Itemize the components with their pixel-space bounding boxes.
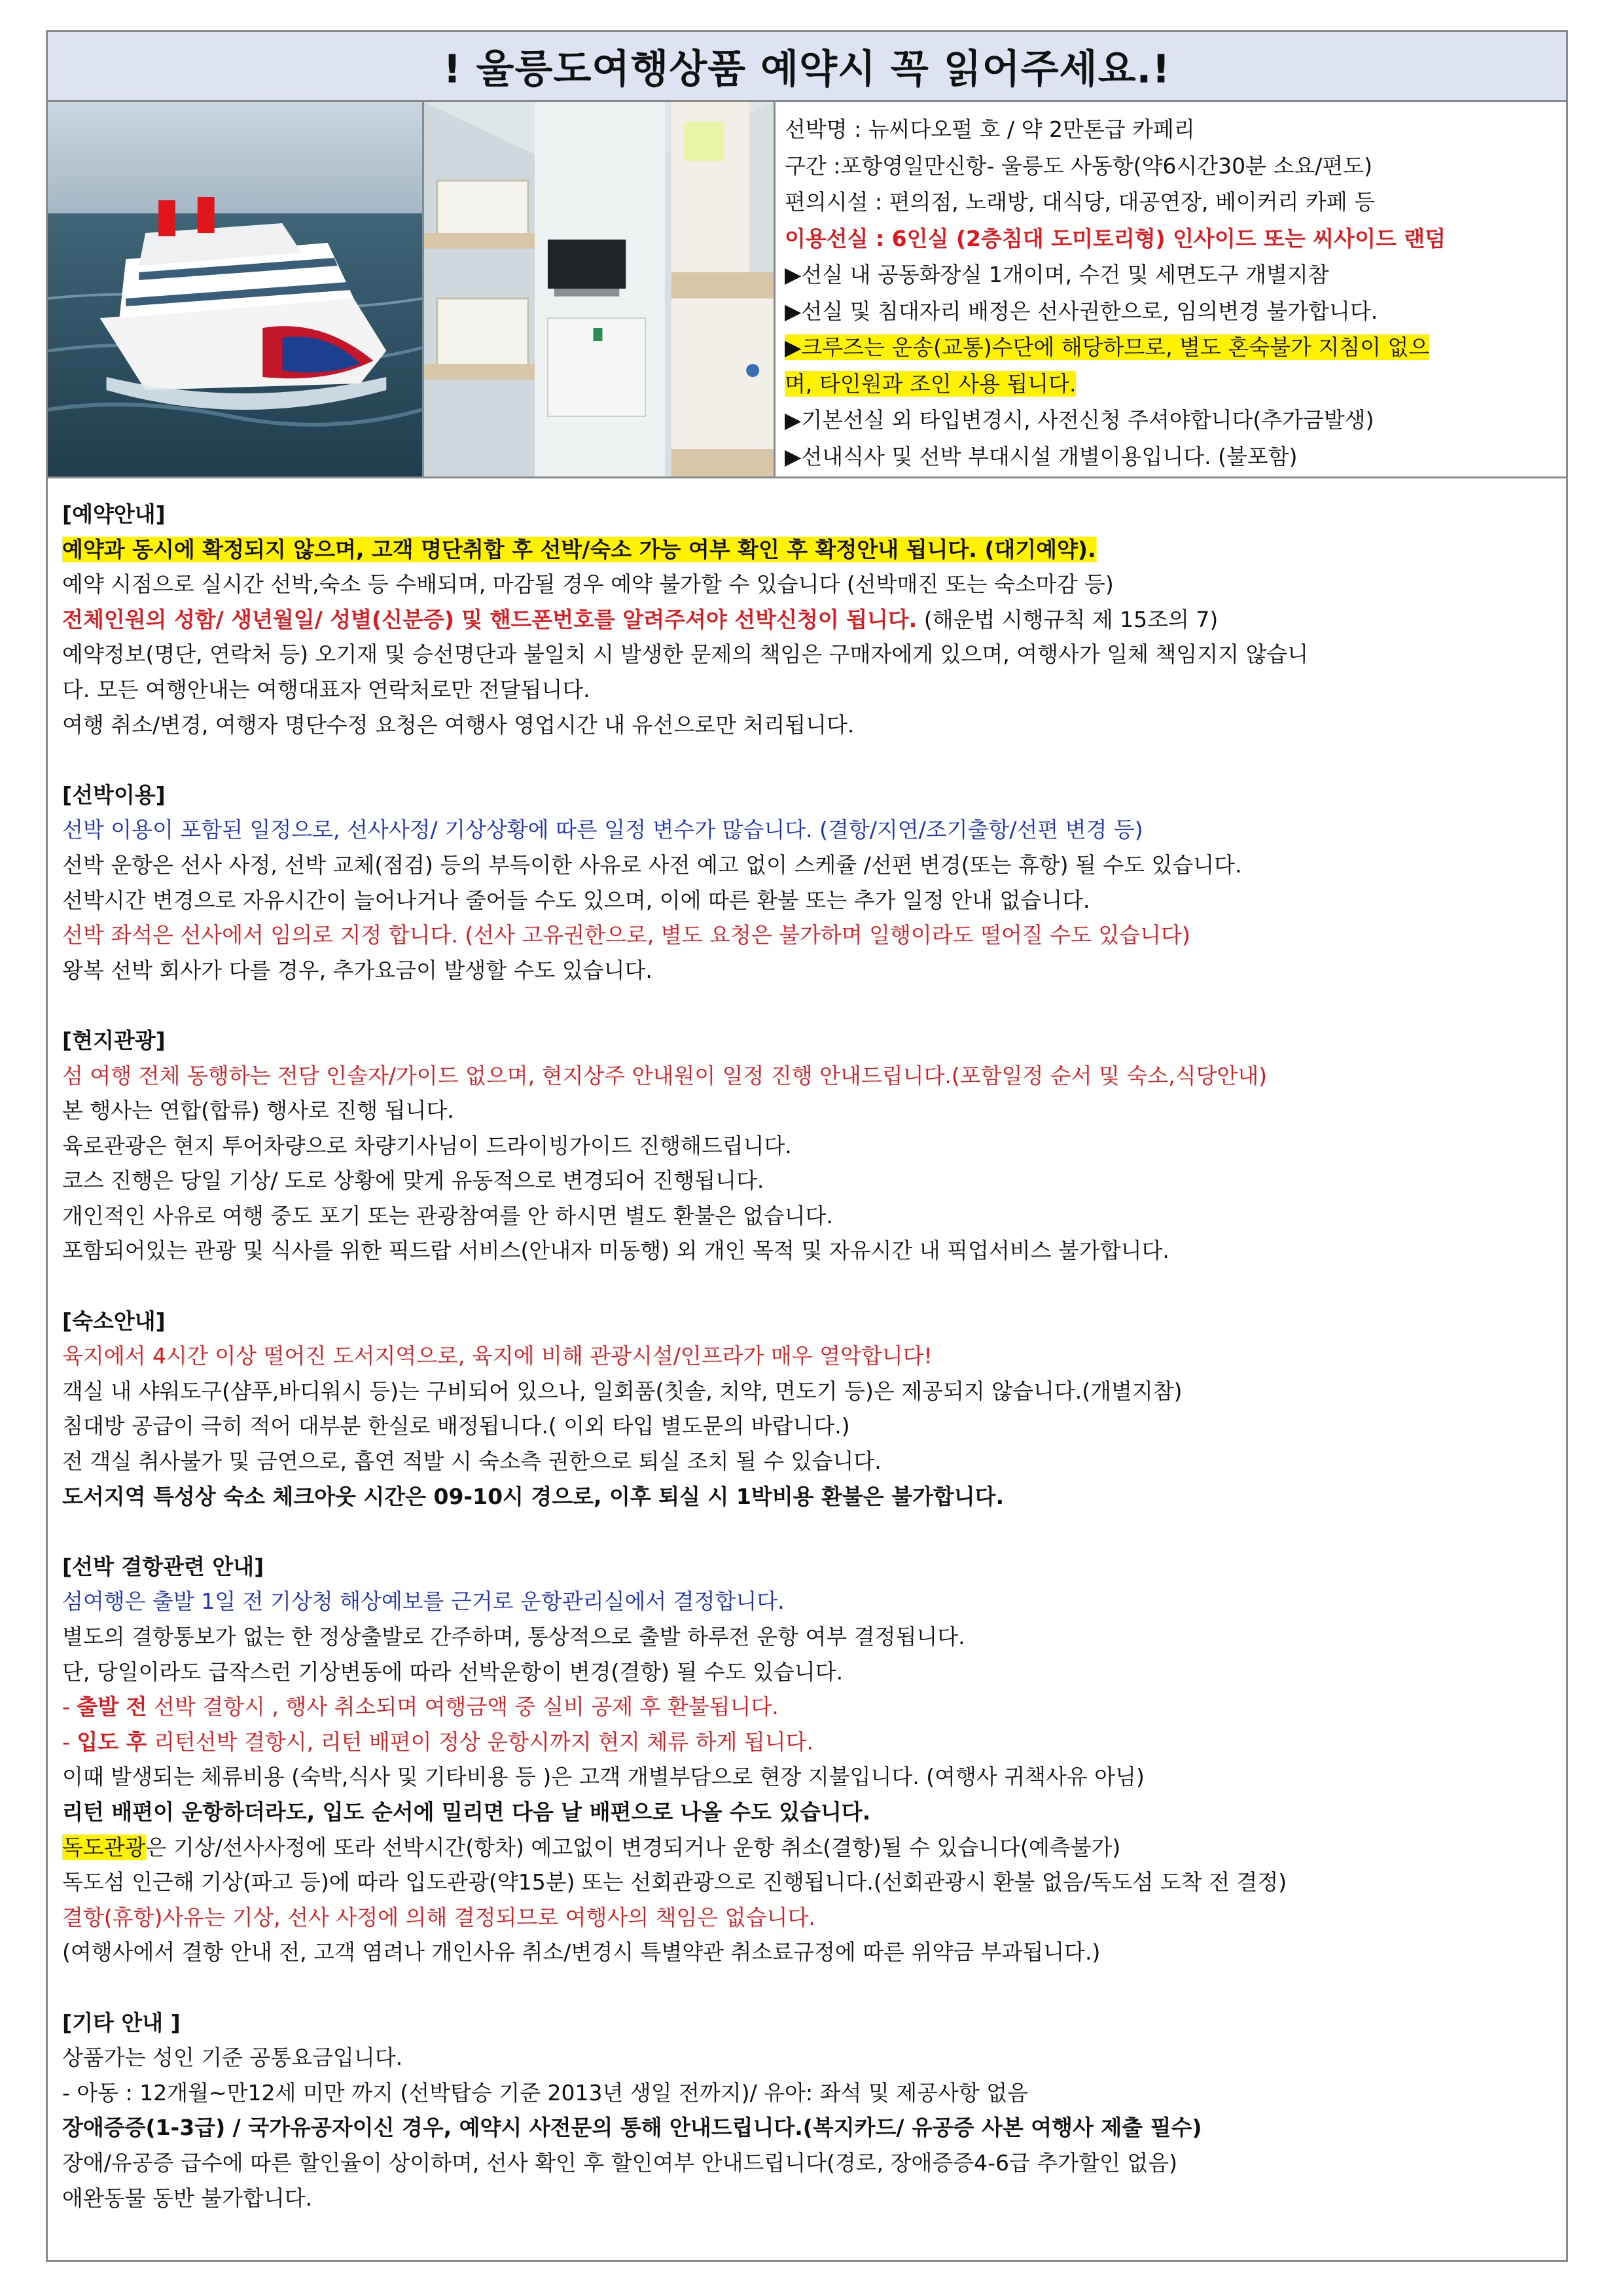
notice-line: 육로관광은 현지 투어차량으로 차량기사님이 드라이빙가이드 진행해드립니다. (62, 1132, 792, 1158)
notice-line: 장애/유공증 급수에 따른 할인율이 상이하며, 선사 확인 후 할인여부 안내드립니다(경로, 장애증증4-6급 추가할인 없음) (62, 2149, 1178, 2176)
route: 구간 :포항영일만신항- 울릉도 사동항(약6시간30분 소요/편도) (785, 152, 1373, 179)
notice-line-lead: - (62, 1694, 77, 1720)
notice-line: 결항(휴항)사유는 기상, 선사 사정에 의해 결정되므로 여행사의 책임은 없습니다. (62, 1904, 815, 1930)
cabin-type: 이용선실 : 6인실 (2층침대 도미토리형) 인사이드 또는 씨사이드 랜덤 (785, 225, 1446, 251)
ship-name: 선박명 : 뉴씨다오펄 호 / 약 2만톤급 카페리 (785, 117, 1195, 142)
cabin-note-3: ▶크루즈는 운송(교통)수단에 해당하므로, 별도 혼숙불가 지침이 없으 (785, 334, 1430, 360)
notice-line: 다. 모든 여행안내는 여행대표자 연락처로만 전달됩니다. (62, 676, 590, 702)
notice-line: 이때 발생되는 체류비용 (숙박,식사 및 기타비용 등 )은 고객 개별부담으로 현장 지불입니다. (여행사 귀책사유 아님) (62, 1764, 1145, 1790)
section-heading: [기타 안내 ] (62, 2009, 181, 2036)
notice-line: 본 행사는 연합(합류) 행사로 진행 됩니다. (62, 1098, 454, 1124)
notice-body (48, 478, 1566, 2215)
notice-line-lead: - (62, 1729, 77, 1755)
notice-line: 객실 내 샤워도구(샴푸,바디워시 등)는 구비되어 있으나, 일회품(칫솔, 치약, 면도기 등)은 제공되지 않습니다.(개별지참) (62, 1378, 1183, 1404)
notice-line: 도서지역 특성상 숙소 체크아웃 시간은 09-10시 경으로, 이후 퇴실 시 1박비용 환불은 불가합니다. (62, 1483, 1005, 1509)
ship-info-text (776, 102, 1566, 476)
notice-line: 왕복 선박 회사가 다를 경우, 추가요금이 발생할 수도 있습니다. (62, 957, 652, 983)
ship-info-panel (48, 102, 1566, 478)
notice-line: 단, 당일이라도 급작스런 기상변동에 따라 선박운항이 변경(결항) 될 수도 있습니다. (62, 1659, 844, 1685)
notice-line-lead: 독도관광 (62, 1834, 146, 1860)
notice-line: 개인적인 사유로 여행 중도 포기 또는 관광참여를 안 하시면 별도 환불은 없습니다. (62, 1202, 833, 1229)
notice-line: 별도의 결항통보가 없는 한 정상출발로 간주하며, 통상적으로 출발 하루전 운항 여부 결정됩니다. (62, 1624, 965, 1649)
notice-line-tail: (해운법 시행규칙 제 15조의 7) (917, 606, 1219, 632)
notice-line: 상품가는 성인 기준 공통요금입니다. (62, 2045, 403, 2071)
section-heading: [예약안내] (62, 501, 166, 527)
page-title: ! 울릉도여행상품 예약시 꼭 읽어주세요.! (48, 32, 1566, 102)
notice-line: 침대방 공급이 극히 적어 대부분 한실로 배정됩니다.( 이외 타입 별도문의 바랍니다.) (62, 1413, 850, 1439)
notice-line-bold: 입도 후 (77, 1729, 147, 1755)
notice-line: 섬여행은 출발 1일 전 기상청 해상예보를 근거로 운항관리실에서 결정합니다. (62, 1588, 785, 1615)
notice-line: 전 객실 취사불가 및 금연으로, 흡연 적발 시 숙소측 권한으로 퇴실 조치 될 수 있습니다. (62, 1448, 882, 1475)
notice-line: 예약 시점으로 실시간 선박,숙소 등 수배되며, 마감될 경우 예약 불가할 수 있습니다 (선박매진 또는 숙소마감 등) (62, 571, 1114, 598)
notice-line: - 아동 : 12개월~만12세 미만 까지 (선박탑승 기준 2013년 생일 전까지)/ 유아: 좌석 및 제공사항 없음 (62, 2079, 1028, 2106)
cabin-photo (424, 102, 776, 476)
notice-line: 선박시간 변경으로 자유시간이 늘어나거나 줄어들 수도 있으며, 이에 따른 환불 또는 추가 일정 안내 없습니다. (62, 887, 1090, 913)
notice-line: 포함되어있는 관광 및 식사를 위한 픽드랍 서비스(안내자 미동행) 외 개인 목적 및 자유시간 내 픽업서비스 불가합니다. (62, 1238, 1169, 1264)
cabin-note-1: ▶선실 내 공동화장실 1개이며, 수건 및 세면도구 개별지참 (785, 262, 1329, 287)
notice-line: 선박 좌석은 선사에서 임의로 지정 합니다. (62, 922, 458, 948)
notice-line-tail: (선사 고유권한으로, 별도 요청은 불가하며 일행이라도 떨어질 수도 있습니다) (457, 922, 1190, 948)
notice-line: 선박 이용이 포함된 일정으로, 선사사정/ 기상상황에 따른 일정 변수가 많습니다. (결항/지연/조기출항/선편 변경 등) (62, 817, 1143, 843)
facilities: 편의시설 : 편의점, 노래방, 대식당, 대공연장, 베이커리 카페 등 (785, 189, 1376, 215)
notice-line-rest: 리턴선박 결항시, 리턴 배편이 정상 운항시까지 현지 체류 하게 됩니다. (147, 1729, 813, 1755)
notice-line-tail: 은 기상/선사사정에 또라 선박시간(항차) 예고없이 변경되거나 운항 취소(결항)될 수 있습니다(예측불가) (145, 1834, 1121, 1860)
notice-line: 리턴 배편이 운항하더라도, 입도 순서에 밀리면 다음 날 배편으로 나올 수도 있습니다. (62, 1799, 871, 1825)
section-heading: [선박이용] (62, 781, 166, 808)
notice-line-bold: 출발 전 (77, 1694, 147, 1720)
notice-line: 전체인원의 성함/ 생년월일/ 성별(신분증) 및 핸드폰번호를 알려주셔야 선박신청이 됩니다. (62, 606, 918, 632)
notice-line: (여행사에서 결항 안내 전, 고객 염려나 개인사유 취소/변경시 특별약관 취소료규정에 따른 위약금 부과됩니다.) (62, 1939, 1101, 1965)
notice-line: 육지에서 4시간 이상 떨어진 도서지역으로, 육지에 비해 관광시설/인프라가 매우 열악합니다! (62, 1343, 933, 1369)
notice-line: 코스 진행은 당일 기상/ 도로 상황에 맞게 유동적으로 변경되어 진행됩니다. (62, 1168, 764, 1194)
ship-photo (48, 102, 424, 476)
notice-line: 예약정보(명단, 연락처 등) 오기재 및 승선명단과 불일치 시 발생한 문제의 책임은 구매자에게 있으며, 여행사가 일체 책임지지 않습니 (62, 641, 1309, 668)
notice-line: 섬 여행 전체 동행하는 전담 인솔자/가이드 없으며, 현지상주 안내원이 일정 진행 안내드립니다.(포함일정 순서 및 숙소,식당안내) (62, 1062, 1267, 1088)
notice-line: 독도섬 인근해 기상(파고 등)에 따라 입도관광(약15분) 또는 선회관광으로 진행됩니다.(선회관광시 환불 없음/독도섬 도착 전 결정) (62, 1869, 1287, 1895)
cabin-note-4: ▶기본선실 외 타입변경시, 사전신청 주셔야합니다(추가금발생) (785, 407, 1374, 433)
notice-line: 장애증증(1-3급) / 국가유공자이신 경우, 예약시 사전문의 통해 안내드립니다.(복지카드/ 유공증 사본 여행사 제출 필수) (62, 2115, 1202, 2141)
notice-line-rest: 선박 결항시 , 행사 취소되며 여행금액 중 실비 공제 후 환불됩니다. (147, 1694, 779, 1720)
notice-line: 선박 운항은 선사 사정, 선박 교체(점검) 등의 부득이한 사유로 사전 예고 없이 스케쥴 /선편 변경(또는 휴항) 될 수도 있습니다. (62, 852, 1242, 878)
section-heading: [현지관광] (62, 1027, 166, 1053)
notice-frame (46, 30, 1568, 2262)
notice-line: 애완동물 동반 불가합니다. (62, 2185, 313, 2211)
cabin-note-5: ▶선내식사 및 선박 부대시설 개별이용입니다. (불포함) (785, 443, 1298, 469)
section-heading: [선박 결항관련 안내] (62, 1553, 264, 1579)
section-heading: [숙소안내] (62, 1308, 166, 1334)
cabin-note-2: ▶선실 및 침대자리 배정은 선사권한으로, 임의변경 불가합니다. (785, 298, 1378, 324)
notice-line: 여행 취소/변경, 여행자 명단수정 요청은 여행사 영업시간 내 유선으로만 처리됩니다. (62, 711, 855, 738)
cabin-note-3-cont: 며, 타인원과 조인 사용 됩니다. (785, 370, 1077, 397)
notice-line: 예약과 동시에 확정되지 않으며, 고객 명단취합 후 선박/숙소 가능 여부 확인 후 확정안내 됩니다. (대기예약). (62, 536, 1096, 562)
